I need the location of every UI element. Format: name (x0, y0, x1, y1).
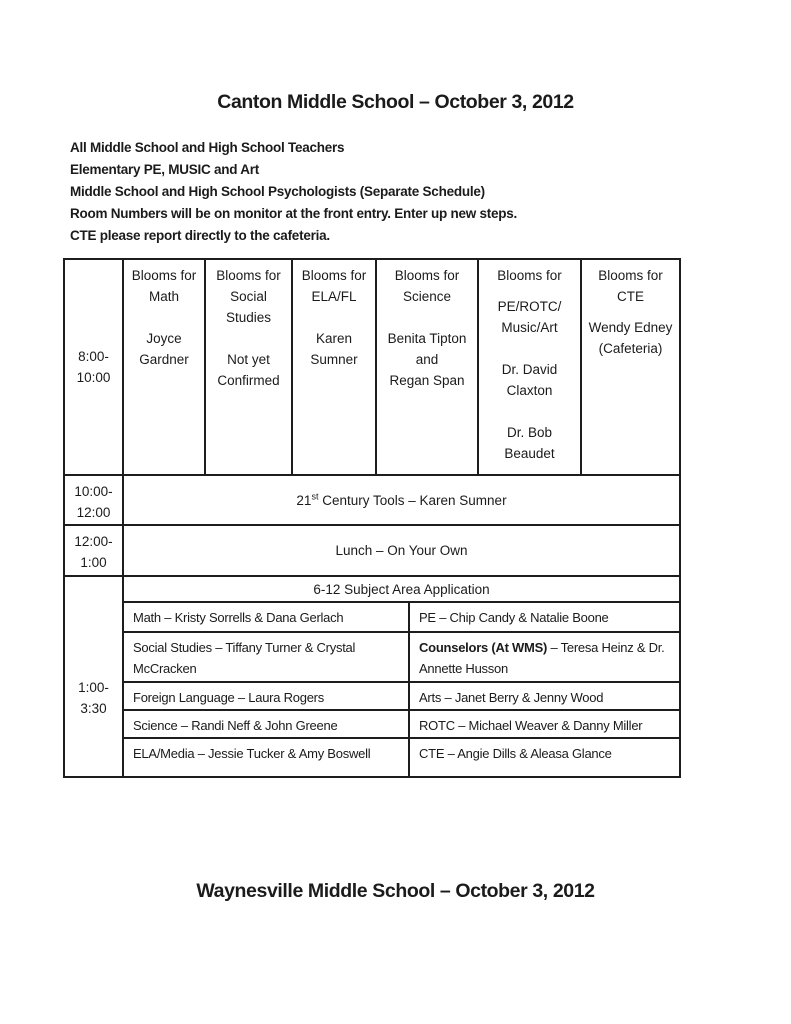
subtable-cell-social-studies: Social Studies – Tiffany Turner & Crystal McCracken (124, 633, 410, 681)
counselors-names: – Teresa Heinz & Dr. Annette Husson (419, 640, 665, 676)
session-line: Dr. David (501, 362, 558, 377)
time-cell-afternoon (65, 577, 124, 776)
intro-notes (70, 137, 791, 247)
time-line: 8:00- (78, 349, 109, 364)
session-line: Wendy Edney (588, 320, 673, 335)
subtable-cell-ela-media: ELA/Media – Jessie Tucker & Amy Boswell (124, 739, 410, 776)
session-line: Joyce (146, 331, 182, 346)
session-line: Karen (315, 331, 353, 346)
schedule-table (63, 258, 681, 778)
subtable-row-math-pe (124, 603, 679, 633)
subtable-cell-arts: Arts – Janet Berry & Jenny Wood (419, 690, 604, 705)
subtable-row-fl-arts (124, 683, 679, 711)
time-line: 12:00 (76, 505, 111, 520)
session-cell-science (377, 260, 479, 474)
table-row-century-tools (65, 476, 679, 526)
time-cell-late-morning (65, 476, 124, 524)
counselors-bold-label: Counselors (At WMS) (419, 640, 548, 655)
session-line: Studies (225, 310, 272, 325)
intro-line-teachers: All Middle School and High School Teachers (70, 140, 345, 155)
session-cell-pe-rotc-music-art (479, 260, 582, 474)
table-row-morning (65, 260, 679, 476)
time-line: 12:00- (74, 534, 113, 549)
waynesville-title: Waynesville Middle School – October 3, 2012 (196, 880, 595, 902)
subtable-cell-counselors (410, 633, 679, 681)
intro-line-cte: CTE please report directly to the cafeteria. (70, 228, 330, 243)
time-cell-lunch (65, 526, 124, 575)
time-line: 1:00 (80, 555, 107, 570)
session-line: Blooms for (497, 268, 562, 283)
century-tools-number: 21 (296, 492, 312, 508)
session-cell-math (124, 260, 206, 474)
session-line: Blooms for (301, 268, 367, 283)
lunch-cell: Lunch – On Your Own (335, 543, 468, 558)
session-line: Math (148, 289, 179, 304)
session-line: (Cafeteria) (598, 341, 663, 356)
session-cell-ela-fl (293, 260, 377, 474)
session-line: Regan Span (389, 373, 465, 388)
session-cell-social-studies (206, 260, 293, 474)
session-line: Gardner (139, 352, 189, 367)
intro-line-elementary: Elementary PE, MUSIC and Art (70, 162, 260, 177)
session-cell-cte (582, 260, 679, 474)
time-line: 10:00 (76, 370, 111, 385)
session-line: Blooms for CTE (598, 268, 663, 304)
time-cell-morning (65, 260, 124, 474)
intro-line-room-numbers: Room Numbers will be on monitor at the front entry. Enter up new steps. (70, 206, 518, 221)
subtable-cell-pe: PE – Chip Candy & Natalie Boone (419, 610, 609, 625)
session-line: Social (230, 289, 267, 304)
session-line: ELA/FL (311, 289, 357, 304)
session-line: Benita Tipton (387, 331, 467, 346)
session-line: Sumner (310, 352, 358, 367)
table-row-lunch (65, 526, 679, 577)
subtable-row-science-rotc (124, 711, 679, 739)
subtable-cell-science: Science – Randi Neff & John Greene (124, 711, 410, 737)
subtable-cell-foreign-language: Foreign Language – Laura Rogers (124, 683, 410, 709)
session-line: Dr. Bob (506, 425, 553, 440)
session-line: Confirmed (217, 373, 280, 388)
session-line: Claxton (506, 383, 553, 398)
subtable-row-ela-cte (124, 739, 679, 776)
time-line: 10:00- (74, 484, 113, 499)
session-line: and (415, 352, 439, 367)
afternoon-subtable (124, 577, 679, 776)
time-line: 1:00- (78, 680, 109, 695)
canton-title: Canton Middle School – October 3, 2012 (217, 91, 574, 113)
subtable-row-ss-counselors (124, 633, 679, 683)
session-line: Music/Art (501, 320, 558, 335)
subtable-cell-rotc: ROTC – Michael Weaver & Danny Miller (419, 718, 643, 733)
subtable-cell-math: Math – Kristy Sorrells & Dana Gerlach (124, 603, 410, 631)
subtable-cell-cte: CTE – Angie Dills & Aleasa Glance (419, 746, 612, 761)
century-tools-cell (124, 476, 679, 524)
time-line: 3:30 (80, 701, 107, 716)
session-line: Blooms for (216, 268, 281, 283)
session-line: Not yet (227, 352, 270, 367)
subtable-header: 6-12 Subject Area Application (124, 577, 679, 603)
session-line: Beaudet (504, 446, 555, 461)
session-line: Blooms for (131, 268, 197, 283)
century-tools-text: Century Tools – Karen Sumner (318, 492, 507, 508)
century-tools-ordinal: st (311, 491, 319, 501)
intro-line-psychologists: Middle School and High School Psychologists (Separate Schedule) (70, 184, 485, 199)
session-line: Science (402, 289, 452, 304)
table-row-afternoon (65, 577, 679, 776)
session-line: Blooms for (394, 268, 460, 283)
session-line: PE/ROTC/ (497, 299, 562, 314)
